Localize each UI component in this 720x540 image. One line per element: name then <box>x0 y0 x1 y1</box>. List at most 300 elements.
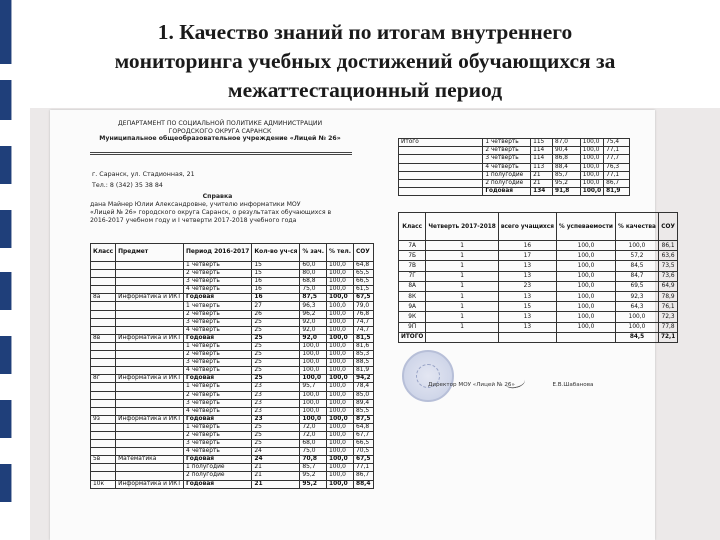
table-cell: 1 <box>426 291 498 301</box>
table-cell: 100,0 <box>327 448 354 456</box>
table-cell: 100,0 <box>327 351 354 359</box>
table-cell: 100,0 <box>580 147 603 155</box>
table-cell: 87,0 <box>553 139 581 147</box>
table-cell: 69,5 <box>616 281 659 291</box>
table-cell: 25 <box>252 351 300 359</box>
table-cell: 100,0 <box>327 407 354 415</box>
table-cell: 21 <box>252 472 300 480</box>
table-cell <box>116 302 184 310</box>
table-cell: 64,8 <box>353 423 373 431</box>
table-cell: 21 <box>531 171 553 179</box>
table-cell <box>116 351 184 359</box>
table-cell: 1 <box>426 261 498 271</box>
table-cell: 96,3 <box>300 302 327 310</box>
table-cell <box>91 359 116 367</box>
table-row <box>91 464 374 472</box>
table-cell: 70,8 <box>300 456 327 464</box>
table-header-cell: всего учащихся <box>498 213 556 241</box>
table-cell: Годовая <box>183 480 251 488</box>
table-cell: 91,8 <box>553 188 581 196</box>
table-cell: 73,6 <box>658 271 677 281</box>
results-table-2016-2017 <box>90 243 374 489</box>
table-cell: Годовая <box>483 188 531 196</box>
table-row <box>399 261 678 271</box>
table-cell <box>116 286 184 294</box>
table-cell: 64,3 <box>616 302 659 312</box>
table-cell: 70,5 <box>353 448 373 456</box>
table-cell: 100,0 <box>327 262 354 270</box>
table-cell <box>116 342 184 350</box>
table-cell: 4 четверть <box>183 407 251 415</box>
table-cell <box>91 399 116 407</box>
table-cell: 25 <box>252 318 300 326</box>
table-cell: 77,8 <box>658 322 677 332</box>
table-cell <box>91 342 116 350</box>
table-cell: 23 <box>252 391 300 399</box>
table-cell: 65,5 <box>353 270 373 278</box>
table-cell: 10к <box>91 480 116 488</box>
table-cell: 100,0 <box>580 155 603 163</box>
table-cell: 25 <box>252 431 300 439</box>
table-cell <box>91 407 116 415</box>
table-header-cell: % успеваемости <box>556 213 615 241</box>
table-cell: 72,0 <box>300 423 327 431</box>
table-row <box>91 456 374 464</box>
table-cell: 73,5 <box>658 261 677 271</box>
table-header-cell: Кол-во уч-ся <box>252 244 300 262</box>
table-row <box>399 291 678 301</box>
table-cell: 100,0 <box>556 241 615 251</box>
table-header-cell: СОУ <box>658 213 677 241</box>
table-cell: 1 четверть <box>183 302 251 310</box>
table-cell <box>399 179 483 187</box>
table-header-cell: % качества <box>616 213 659 241</box>
table-cell: 81,5 <box>353 334 373 342</box>
table-cell: 100,0 <box>300 359 327 367</box>
table-cell: Информатика и ИКТ <box>116 415 184 423</box>
table-row <box>399 322 678 332</box>
table-cell: 9з <box>91 415 116 423</box>
table-cell: 100,0 <box>556 271 615 281</box>
table-cell: 9А <box>399 302 426 312</box>
table-cell <box>116 391 184 399</box>
table-cell <box>399 155 483 163</box>
table-cell: 2 полугодие <box>183 472 251 480</box>
table-cell <box>399 163 483 171</box>
table-cell: 16 <box>252 278 300 286</box>
accent-block <box>0 146 12 184</box>
table-cell: 1 <box>426 322 498 332</box>
table-cell: 77,1 <box>604 171 630 179</box>
table-row <box>399 171 630 179</box>
table-cell: Годовая <box>183 294 251 302</box>
table-cell <box>91 391 116 399</box>
table-cell: ИТОГО <box>399 332 426 342</box>
table-cell: 13 <box>498 291 556 301</box>
table-cell: 7А <box>399 241 426 251</box>
table-cell: 68,8 <box>300 278 327 286</box>
summary-table-total <box>398 138 630 196</box>
table-cell: 72,1 <box>658 332 677 342</box>
table-cell: 86,8 <box>553 155 581 163</box>
table-cell: 114 <box>531 147 553 155</box>
table-row <box>91 423 374 431</box>
table-cell: 25 <box>252 342 300 350</box>
table-cell: 1 <box>426 271 498 281</box>
table-cell: 23 <box>252 399 300 407</box>
header-line: ГОРОДСКОГО ОКРУГА САРАНСК <box>168 127 272 135</box>
table-cell: 86,7 <box>604 179 630 187</box>
table-cell: 100,0 <box>616 312 659 322</box>
table-cell: 72,0 <box>300 431 327 439</box>
table-cell: 100,0 <box>556 291 615 301</box>
table-cell: 15 <box>498 302 556 312</box>
table-cell: 100,0 <box>580 171 603 179</box>
table-header-cell: Класс <box>399 213 426 241</box>
table-cell: 67,7 <box>353 431 373 439</box>
table-cell: 16 <box>252 294 300 302</box>
table-row <box>91 270 374 278</box>
table-row <box>91 310 374 318</box>
table-cell: 75,0 <box>300 448 327 456</box>
table-cell: 2 четверть <box>183 351 251 359</box>
table-cell: 85,0 <box>353 391 373 399</box>
table-cell: 100,0 <box>556 281 615 291</box>
title-line: 1. Качество знаний по итогам внутреннего <box>157 20 573 44</box>
table-row <box>91 334 374 342</box>
table-cell <box>116 310 184 318</box>
table-cell: 1 <box>426 251 498 261</box>
table-cell: 2 четверть <box>183 310 251 318</box>
table-cell: 4 четверть <box>183 286 251 294</box>
table-cell: 67,5 <box>353 456 373 464</box>
table-row <box>399 271 678 281</box>
table-cell: 100,0 <box>300 415 327 423</box>
table-cell: 75,4 <box>604 139 630 147</box>
table-cell: 2 четверть <box>183 431 251 439</box>
table-cell: 100,0 <box>327 278 354 286</box>
table-cell: 63,6 <box>658 251 677 261</box>
table-cell: 25 <box>252 359 300 367</box>
accent-block <box>0 464 12 502</box>
table-cell: 24 <box>252 456 300 464</box>
table-cell <box>116 472 184 480</box>
table-row <box>91 262 374 270</box>
accent-block <box>0 210 12 248</box>
table-cell: 90,4 <box>553 147 581 155</box>
header-divider <box>90 152 352 153</box>
table-row <box>91 294 374 302</box>
table-cell: 87,5 <box>353 415 373 423</box>
table-row <box>91 351 374 359</box>
header-line: Муниципальное общеобразовательное учреждение «Лицей № 26» <box>99 135 341 143</box>
table-cell: 13 <box>498 271 556 281</box>
table-row <box>91 367 374 375</box>
table-cell: 76,1 <box>658 302 677 312</box>
table-cell <box>91 464 116 472</box>
accent-block <box>0 80 12 120</box>
table-cell: 96,2 <box>300 310 327 318</box>
table-cell: Годовая <box>183 456 251 464</box>
table-cell <box>116 278 184 286</box>
table-cell: 85,5 <box>353 407 373 415</box>
table-cell: 100,0 <box>327 326 354 334</box>
table-cell: 72,3 <box>658 312 677 322</box>
table-cell: 78,9 <box>658 291 677 301</box>
table-cell: 1 <box>426 312 498 322</box>
table-header-cell: Период 2016-2017 <box>183 244 251 262</box>
table-cell: 92,0 <box>300 334 327 342</box>
table-cell: 134 <box>531 188 553 196</box>
table-cell <box>426 332 498 342</box>
table-row <box>91 431 374 439</box>
table-cell <box>116 326 184 334</box>
table-cell <box>116 448 184 456</box>
table-row <box>399 302 678 312</box>
table-row <box>91 399 374 407</box>
table-row <box>91 440 374 448</box>
table-row <box>91 415 374 423</box>
table-cell: 85,7 <box>300 464 327 472</box>
table-row <box>399 188 630 196</box>
table-row <box>399 179 630 187</box>
table-cell: 67,5 <box>353 294 373 302</box>
table-cell: 25 <box>252 440 300 448</box>
table-cell: 92,0 <box>300 326 327 334</box>
table-row <box>91 359 374 367</box>
table-row <box>91 472 374 480</box>
table-cell: 100,0 <box>327 456 354 464</box>
table-cell: 4 четверть <box>483 163 531 171</box>
certificate-line: дана Майнер Юлии Александровне, учителю информатики МОУ <box>90 201 301 208</box>
table-cell: 15 <box>252 262 300 270</box>
table-cell: 86,7 <box>353 472 373 480</box>
table-cell: 84,5 <box>616 332 659 342</box>
table-cell: 25 <box>252 326 300 334</box>
table-cell: 16 <box>252 286 300 294</box>
table-cell: 17 <box>498 251 556 261</box>
table-cell <box>399 147 483 155</box>
table-cell: 88,5 <box>353 359 373 367</box>
table-cell: 100,0 <box>327 423 354 431</box>
table-cell: 61,5 <box>353 286 373 294</box>
table-cell: 100,0 <box>616 241 659 251</box>
table-cell <box>91 262 116 270</box>
table-cell: 100,0 <box>556 322 615 332</box>
header-divider <box>90 154 352 155</box>
table-cell: 13 <box>498 261 556 271</box>
table-cell <box>91 431 116 439</box>
certificate-text <box>90 193 345 225</box>
certificate-line: «Лицей № 26» городского округа Саранск, о результатах обучающихся в <box>90 209 332 216</box>
table-cell <box>399 188 483 196</box>
table-cell <box>116 464 184 472</box>
table-cell: 1 <box>426 281 498 291</box>
table-cell: 100,0 <box>300 407 327 415</box>
table-cell: 100,0 <box>327 431 354 439</box>
table-cell: 100,0 <box>327 415 354 423</box>
table-header-cell: % зач. <box>300 244 327 262</box>
table-cell: 4 четверть <box>183 326 251 334</box>
table-cell: 66,5 <box>353 278 373 286</box>
table-cell <box>498 332 556 342</box>
table-cell <box>91 326 116 334</box>
table-cell: 100,0 <box>327 464 354 472</box>
table-cell: 25 <box>252 367 300 375</box>
table-cell: 8А <box>399 281 426 291</box>
table-cell: 7В <box>399 261 426 271</box>
table-cell: 100,0 <box>327 310 354 318</box>
table-cell: 100,0 <box>327 472 354 480</box>
table-cell: 100,0 <box>556 251 615 261</box>
table-row <box>91 278 374 286</box>
table-cell: 25 <box>252 334 300 342</box>
title-line: мониторинга учебных достижений обучающихся за <box>114 49 616 73</box>
table-cell: 3 четверть <box>183 278 251 286</box>
table-cell: 100,0 <box>327 399 354 407</box>
table-cell: 7Г <box>399 271 426 281</box>
table-cell <box>91 302 116 310</box>
table-cell: 8г <box>91 375 116 383</box>
table-cell: 57,2 <box>616 251 659 261</box>
table-cell: 3 четверть <box>483 155 531 163</box>
table-cell: 100,0 <box>327 286 354 294</box>
table-row <box>91 407 374 415</box>
table-cell: 13 <box>498 322 556 332</box>
table-cell: 1 четверть <box>483 139 531 147</box>
table-cell <box>116 423 184 431</box>
table-cell <box>399 171 483 179</box>
table-cell: 84,5 <box>616 261 659 271</box>
table-row <box>399 155 630 163</box>
table-cell: 85,3 <box>353 351 373 359</box>
table-cell: 23 <box>252 383 300 391</box>
table-cell: 13 <box>498 312 556 322</box>
table-row <box>91 326 374 334</box>
table-row <box>91 302 374 310</box>
table-cell: 2 четверть <box>183 391 251 399</box>
table-cell <box>91 472 116 480</box>
table-cell: 5в <box>91 456 116 464</box>
address: г. Саранск, ул. Стадионная, 21 <box>92 171 195 178</box>
table-cell: 81,9 <box>353 367 373 375</box>
table-cell: 77,1 <box>604 147 630 155</box>
table-cell: 100,0 <box>300 351 327 359</box>
table-cell: 8К <box>399 291 426 301</box>
table-cell: 100,0 <box>300 367 327 375</box>
table-cell: 1 четверть <box>183 342 251 350</box>
table-cell: 16 <box>498 241 556 251</box>
table-cell: 100,0 <box>616 322 659 332</box>
table-cell: 77,7 <box>604 155 630 163</box>
table-cell: 21 <box>252 464 300 472</box>
table-cell: 64,8 <box>353 262 373 270</box>
table-cell: 4 четверть <box>183 367 251 375</box>
table-cell: 3 четверть <box>183 318 251 326</box>
table-cell <box>91 351 116 359</box>
table-cell <box>116 399 184 407</box>
table-header-cell: % тел. <box>327 244 354 262</box>
table-cell: 81,6 <box>353 342 373 350</box>
table-cell: 1 четверть <box>183 262 251 270</box>
table-cell: 87,5 <box>300 294 327 302</box>
table-cell: 114 <box>531 155 553 163</box>
table-row <box>91 391 374 399</box>
left-accent-bar <box>0 0 14 540</box>
table-row <box>91 480 374 488</box>
official-stamp <box>402 350 454 402</box>
table-cell <box>556 332 615 342</box>
table-cell: 9К <box>399 312 426 322</box>
table-cell: 23 <box>252 415 300 423</box>
table-cell: 3 четверть <box>183 440 251 448</box>
table-cell: 86,1 <box>658 241 677 251</box>
table-cell: 100,0 <box>300 399 327 407</box>
table-row <box>399 241 678 251</box>
table-cell: 88,4 <box>553 163 581 171</box>
table-cell: 84,7 <box>616 271 659 281</box>
header-line: ДЕПАРТАМЕНТ ПО СОЦИАЛЬНОЙ ПОЛИТИКЕ АДМИНИСТРАЦИИ <box>117 120 323 127</box>
table-cell: 95,7 <box>300 383 327 391</box>
table-cell: 1 полугодие <box>483 171 531 179</box>
table-cell: 100,0 <box>327 334 354 342</box>
results-table-2017-2018 <box>398 212 678 343</box>
table-cell: 92,0 <box>300 318 327 326</box>
table-cell <box>116 383 184 391</box>
table-cell <box>116 440 184 448</box>
table-cell <box>116 262 184 270</box>
table-cell: 27 <box>252 302 300 310</box>
table-header-cell: СОУ <box>353 244 373 262</box>
table-cell: 100,0 <box>327 318 354 326</box>
table-cell: 76,8 <box>353 310 373 318</box>
table-cell: 100,0 <box>327 391 354 399</box>
table-cell: 1 четверть <box>183 423 251 431</box>
accent-block <box>0 272 12 310</box>
table-cell: 66,5 <box>353 440 373 448</box>
table-row <box>399 139 630 147</box>
table-cell: 24 <box>252 448 300 456</box>
table-cell: 15 <box>252 270 300 278</box>
table-cell: 100,0 <box>580 179 603 187</box>
table-cell: 1 полугодие <box>183 464 251 472</box>
table-cell: 100,0 <box>327 359 354 367</box>
slide-title <box>30 18 700 105</box>
table-cell: 81,9 <box>604 188 630 196</box>
table-cell: 100,0 <box>300 342 327 350</box>
table-cell: 21 <box>531 179 553 187</box>
table-cell <box>91 318 116 326</box>
table-row <box>91 318 374 326</box>
director-title: Директор МОУ «Лицей № 26» <box>428 382 515 388</box>
table-cell <box>91 383 116 391</box>
table-cell: Годовая <box>183 334 251 342</box>
table-cell: 26 <box>252 310 300 318</box>
table-cell: 100,0 <box>327 480 354 488</box>
table-cell: 95,2 <box>553 179 581 187</box>
table-cell <box>91 278 116 286</box>
table-cell: 100,0 <box>556 261 615 271</box>
table-cell: 79,0 <box>353 302 373 310</box>
table-cell: 100,0 <box>556 312 615 322</box>
table-cell <box>91 440 116 448</box>
table-cell: 1 <box>426 302 498 312</box>
table-cell <box>116 270 184 278</box>
table-cell: 100,0 <box>327 294 354 302</box>
table-cell: 9П <box>399 322 426 332</box>
table-row <box>91 342 374 350</box>
table-row <box>399 312 678 322</box>
